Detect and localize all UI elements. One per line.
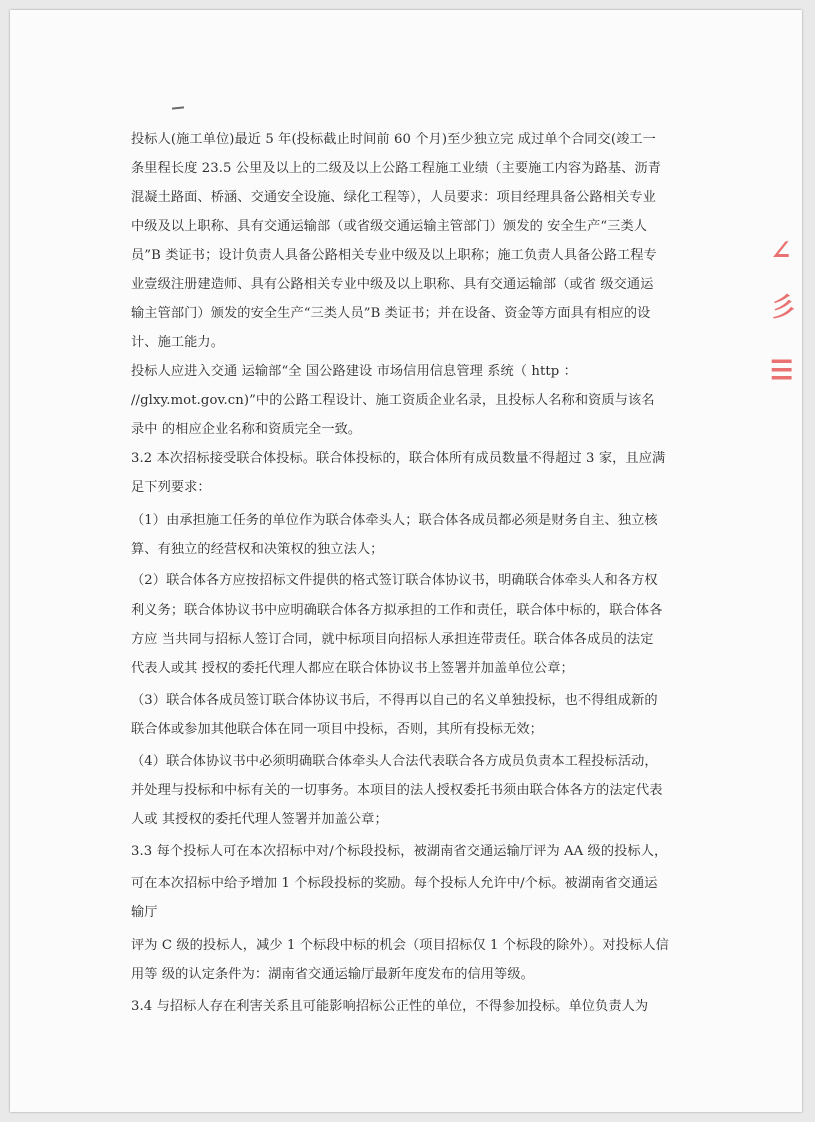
text-line: 方应 当共同与招标人签订合同，就中标项目向招标人承担连带责任。联合体各成员的法定 (131, 632, 654, 647)
text-line: 可在本次招标中给予增加 1 个标段投标的奖励。每个投标人允许中/个标。被湖南省交通运 (131, 876, 658, 891)
text-line: 算、有独立的经营权和决策权的独立法人； (131, 542, 384, 557)
text-line: 人或 其授权的委托代理人签署并加盖公章； (131, 812, 388, 827)
text-line: 员”B 类证书；设计负责人具备公路相关专业中级及以上职称；施工负责人具备公路工程专 (131, 248, 657, 263)
text-line: 混凝土路面、桥涵、交通安全设施、绿化工程等），人员要求：项目经理具备公路相关专业 (131, 190, 656, 205)
text-line: 投标人应进入交通 运输部“全 国公路建设 市场信用信息管理 系统（ http ： (131, 364, 577, 379)
text-line: 条里程长度 23.5 公里及以上的二级及以上公路工程施工业绩（主要施工内容为路基、沥青 (131, 161, 661, 176)
text-line: 用等 级的认定条件为：湖南省交通运输厅最新年度发布的信用等级。 (131, 967, 534, 982)
text-line: 利义务；联合体协议书中应明确联合体各方拟承担的工作和责任，联合体中标的，联合体各 (131, 603, 663, 618)
text-line: //glxy.mot.gov.cn)”中的公路工程设计、施工资质企业名录，且投标人名称和资质与该名 (131, 393, 655, 408)
text-line: 联合体或参加其他联合体在同一项目中投标，否则，其所有投标无效； (131, 722, 543, 737)
pen-mark (172, 106, 184, 109)
text-line: 输主管部门）颁发的安全生产“三类人员”B 类证书；并在设备、资金等方面具有相应的设 (131, 306, 651, 321)
text-line: 录中 的相应企业名称和资质完全一致。 (131, 422, 362, 437)
text-line: 中级及以上职称、具有交通运输部（或省级交通运输主管部门）颁发的 安全生产“三类人 (131, 219, 648, 234)
text-line: （2）联合体各方应按招标文件提供的格式签订联合体协议书，明确联合体牵头人和各方权 (131, 573, 658, 588)
red-stamp-fragment-icon: 彡 (770, 293, 797, 323)
text-line: 评为 C 级的投标人，减少 1 个标段中标的机会（项目招标仅 1 个标段的除外）。对投标人信 (131, 938, 669, 953)
document-page (10, 10, 802, 1112)
text-line: 3.2 本次招标接受联合体投标。联合体投标的，联合体所有成员数量不得超过 3 家，且应满 (131, 451, 666, 466)
text-line: 输厅 (131, 905, 158, 920)
text-line: 业壹级注册建造师、具有公路相关专业中级及以上职称、具有交通运输部（或省 级交通运 (131, 277, 654, 292)
text-line: 代表人或其 授权的委托代理人都应在联合体协议书上签署并加盖单位公章； (131, 661, 574, 676)
red-stamp-fragment-icon: ∠ (770, 236, 792, 266)
text-line: 并处理与投标和中标有关的一切事务。本项目的法人授权委托书须由联合体各方的法定代表 (131, 783, 663, 798)
text-line: 计、施工能力。 (131, 335, 225, 350)
text-line: （3）联合体各成员签订联合体协议书后，不得再以自己的名义单独投标，也不得组成新的 (131, 693, 658, 708)
text-line: （4）联合体协议书中必须明确联合体牵头人合法代表联合各方成员负责本工程投标活动， (131, 754, 658, 769)
text-line: 3.3 每个投标人可在本次招标中对/个标段投标，被湖南省交通运输厅评为 AA 级的投标人， (131, 844, 668, 859)
red-stamp-fragment-icon: ☰ (770, 356, 794, 386)
text-line: （1）由承担施工任务的单位作为联合体牵头人；联合体各成员都必须是财务自主、独立核 (131, 513, 658, 528)
text-line: 投标人(施工单位)最近 5 年(投标截止时间前 60 个月)至少独立完 成过单个合同交(竣工一 (131, 132, 656, 147)
text-line: 3.4 与招标人存在利害关系且可能影响招标公正性的单位，不得参加投标。单位负责人为 (131, 999, 649, 1014)
text-line: 足下列要求： (131, 480, 211, 495)
